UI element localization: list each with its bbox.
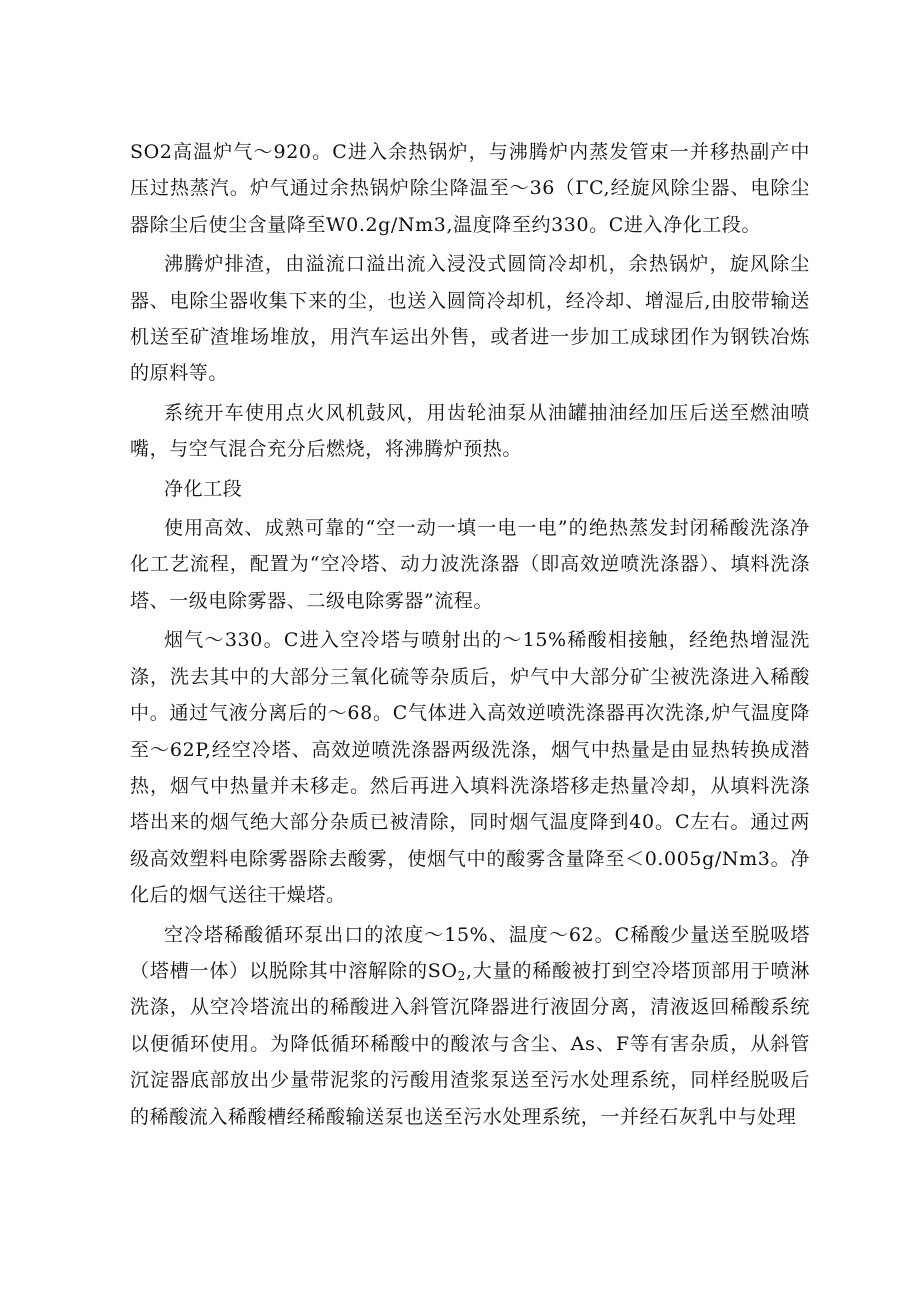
paragraph-dilute-acid (130, 917, 810, 1135)
paragraph-startup: 系统开车使用点火风机鼓风，用齿轮油泵从油罐抽油经加压后送至燃油喷嘴，与空气混合充分后燃烧，将沸腾炉预热。 (130, 401, 810, 461)
dilute-acid-text-end: ,大量的稀酸被打到空冷塔顶部用于喷淋洗涤，从空冷塔流出的稀酸进入斜管沉降器进行液固分离，清液返回稀酸系统以便循环使用。为降低循环稀酸中的酸浓与含尘、As、F等有害杂质，从斜管沉淀器底部放出少量带泥浆的污酸用渣浆泵送至污水处理系统，同样经脱吸后的稀酸流入稀酸槽经稀酸输送泵也送至污水处理系统，一并经石灰乳中与处理 (130, 959, 811, 1128)
paragraph-flue-gas: 烟气～330。C进入空冷塔与喷射出的～15%稀酸相接触，经绝热增湿洗涤，洗去其中的大部分三氧化硫等杂质后，炉气中大部分矿尘被洗涤进入稀酸中。通过气液分离后的～68。C气体进入高效逆喷洗涤器再次洗涤,炉气温度降至～62P,经空冷塔、高效逆喷洗涤器两级洗涤，烟气中热量是由显热转换成潜热，烟气中热量并未移走。然后再进入填料洗涤塔移走热量冷却，从填料洗涤塔出来的烟气绝大部分杂质已被清除，同时烟气温度降到40。C左右。通过两级高效塑料电除雾器除去酸雾，使烟气中的酸雾含量降至＜0.005g/Nm3。净化后的烟气送往干燥塔。 (130, 629, 810, 907)
dilute-acid-text-start: 空冷塔稀酸循环泵出口的浓度～15%、温度～62。C稀酸少量送至脱吸塔（塔槽一体）以脱除其中溶解除的SO (130, 923, 810, 982)
document-body (130, 134, 810, 1138)
so2-subscript: 2 (457, 968, 466, 983)
paragraph-purification-process: 使用高效、成熟可靠的“空一动一填一电一电”的绝热蒸发封闭稀酸洗涤净化工艺流程，配置为“空冷塔、动力波洗涤器（即高效逆喷洗涤器）、填料洗涤塔、一级电除雾器、二级电除雾器”流程。 (130, 517, 810, 612)
paragraph-boiler: SO2高温炉气～920。C进入余热锅炉，与沸腾炉内蒸发管束一并移热副产中压过热蒸汽。炉气通过余热锅炉除尘降温至～36（ΓC,经旋风除尘器、电除尘器除尘后使尘含量降至W0.2g/Nm3,温度降至约330。C进入净化工段。 (130, 141, 810, 236)
section-heading-purification: 净化工段 (164, 477, 243, 500)
paragraph-slag-discharge: 沸腾炉排渣，由溢流口溢出流入浸没式圆筒冷却机，余热锅炉，旋风除尘器、电除尘器收集下来的尘，也送入圆筒冷却机，经冷却、增湿后,由胶带输送机送至矿渣堆场堆放，用汽车运出外售，或者进一步加工成球团作为钢铁冶炼的原料等。 (130, 253, 810, 385)
